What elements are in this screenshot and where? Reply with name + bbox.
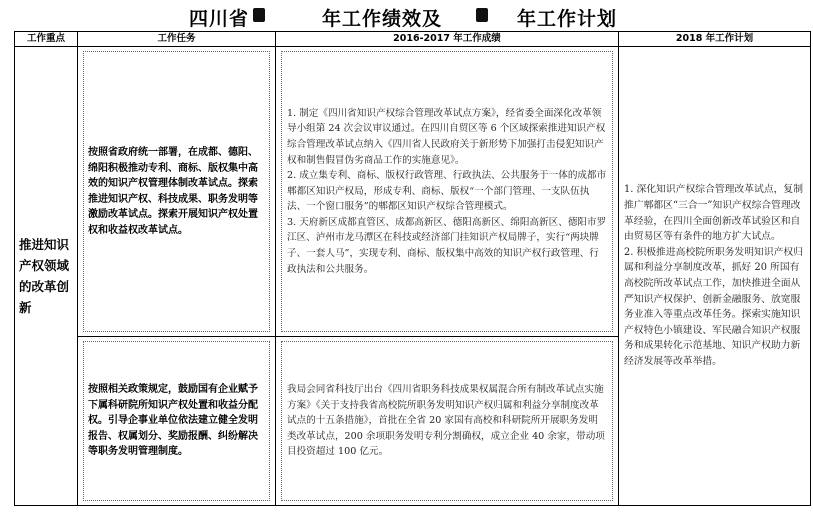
table-row [15, 47, 811, 337]
plan-item: 1. 深化知识产权综合管理改革试点，复制推广郫都区“三合一”知识产权综合管理改革经验，在四川全面创新改革试验区和自由贸易区等有条件的地方扩大试点。 [624, 184, 804, 243]
redacted-year-glyph [253, 8, 265, 22]
task-cell [78, 337, 276, 506]
header-row [15, 32, 811, 47]
results-cell [276, 47, 619, 337]
plan-cell [619, 47, 811, 506]
task-text: 按照省政府统一部署，在成都、德阳、绵阳积极推动专利、商标、版权集中高效的知识产权管理体制改革试点。探索推进知识产权、科技成果、职务发明等激励改革试点。探索开展知识产权处置权和收益权改革试点。 [88, 147, 258, 236]
task-cell [78, 47, 276, 337]
redacted-year-glyph [476, 8, 488, 22]
header-plan: 2018 年工作计划 [619, 32, 811, 47]
document-title [0, 2, 813, 28]
results-cell [276, 337, 619, 506]
header-results: 2016-2017 年工作成绩 [276, 32, 619, 47]
title-province: 四川省 [189, 8, 250, 30]
key-area-cell: 推进知识产权领域的改革创新 [15, 47, 78, 506]
title-end: 年工作计划 [517, 8, 618, 30]
header-task: 工作任务 [78, 32, 276, 47]
result-item: 1. 制定《四川省知识产权综合管理改革试点方案》，经省委全面深化改革领导小组第 24 次会议审议通过。在四川自贸区等 6 个区域探索推进知识产权综合管理改革试点纳入《四川省人民政府关于新形势下加强打击侵犯知识产权和制售假冒伪劣商品工作的实施意见》。 [287, 107, 606, 166]
result-item: 我局会同省科技厅出台《四川省职务科技成果权属混合所有制改革试点实施方案》《关于支持我省高校院所职务发明知识产权归属和利益分享制度改革试点的十五条措施》，首批在全省 20 家国有高校和科研院所开展职务发明类改革试点，200 余项职务发明专利分割确权，成立企业 40 余家，带动项目投资超过 100 亿元。 [287, 384, 605, 458]
title-middle: 年工作绩效及 [322, 8, 443, 30]
result-item: 2. 成立集专利、商标、版权行政管理、行政执法、公共服务于一体的成都市郫都区知识产权局，形成专利、商标、版权“一个部门管理、一支队伍执法、一个窗口服务”的郫都区知识产权综合管理模式。 [287, 170, 607, 213]
plan-item: 2. 积极推进高校院所职务发明知识产权归属和利益分享制度改革，抓好 20 所国有高校院所改革试点工作，加快推进全面从严知识产权保护、创新金融服务、放宽服务业准入等重点改革任务。探索实施知识产权特色小镇建设、军民融合知识产权服务和成果转化示范基地、知识产权助力新经济发展等改革举措。 [624, 246, 804, 367]
work-plan-table [14, 31, 811, 506]
header-key: 工作重点 [15, 32, 78, 47]
task-text: 按照相关政策规定，鼓励国有企业赋予下属科研院所知识产权处置和收益分配权。引导企事业单位依法建立健全发明报告、权属划分、奖励报酬、纠纷解决等职务发明管理制度。 [88, 384, 258, 458]
result-item: 3. 天府新区成都直管区、成都高新区、德阳高新区、绵阳高新区、德阳市罗江区、泸州市龙马潭区在科技或经济部门挂知识产权局牌子，实行“两块牌子、一套人马”，实现专利、商标、版权集中高效的知识产权行政管理、行政执法和公共服务。 [287, 216, 607, 275]
